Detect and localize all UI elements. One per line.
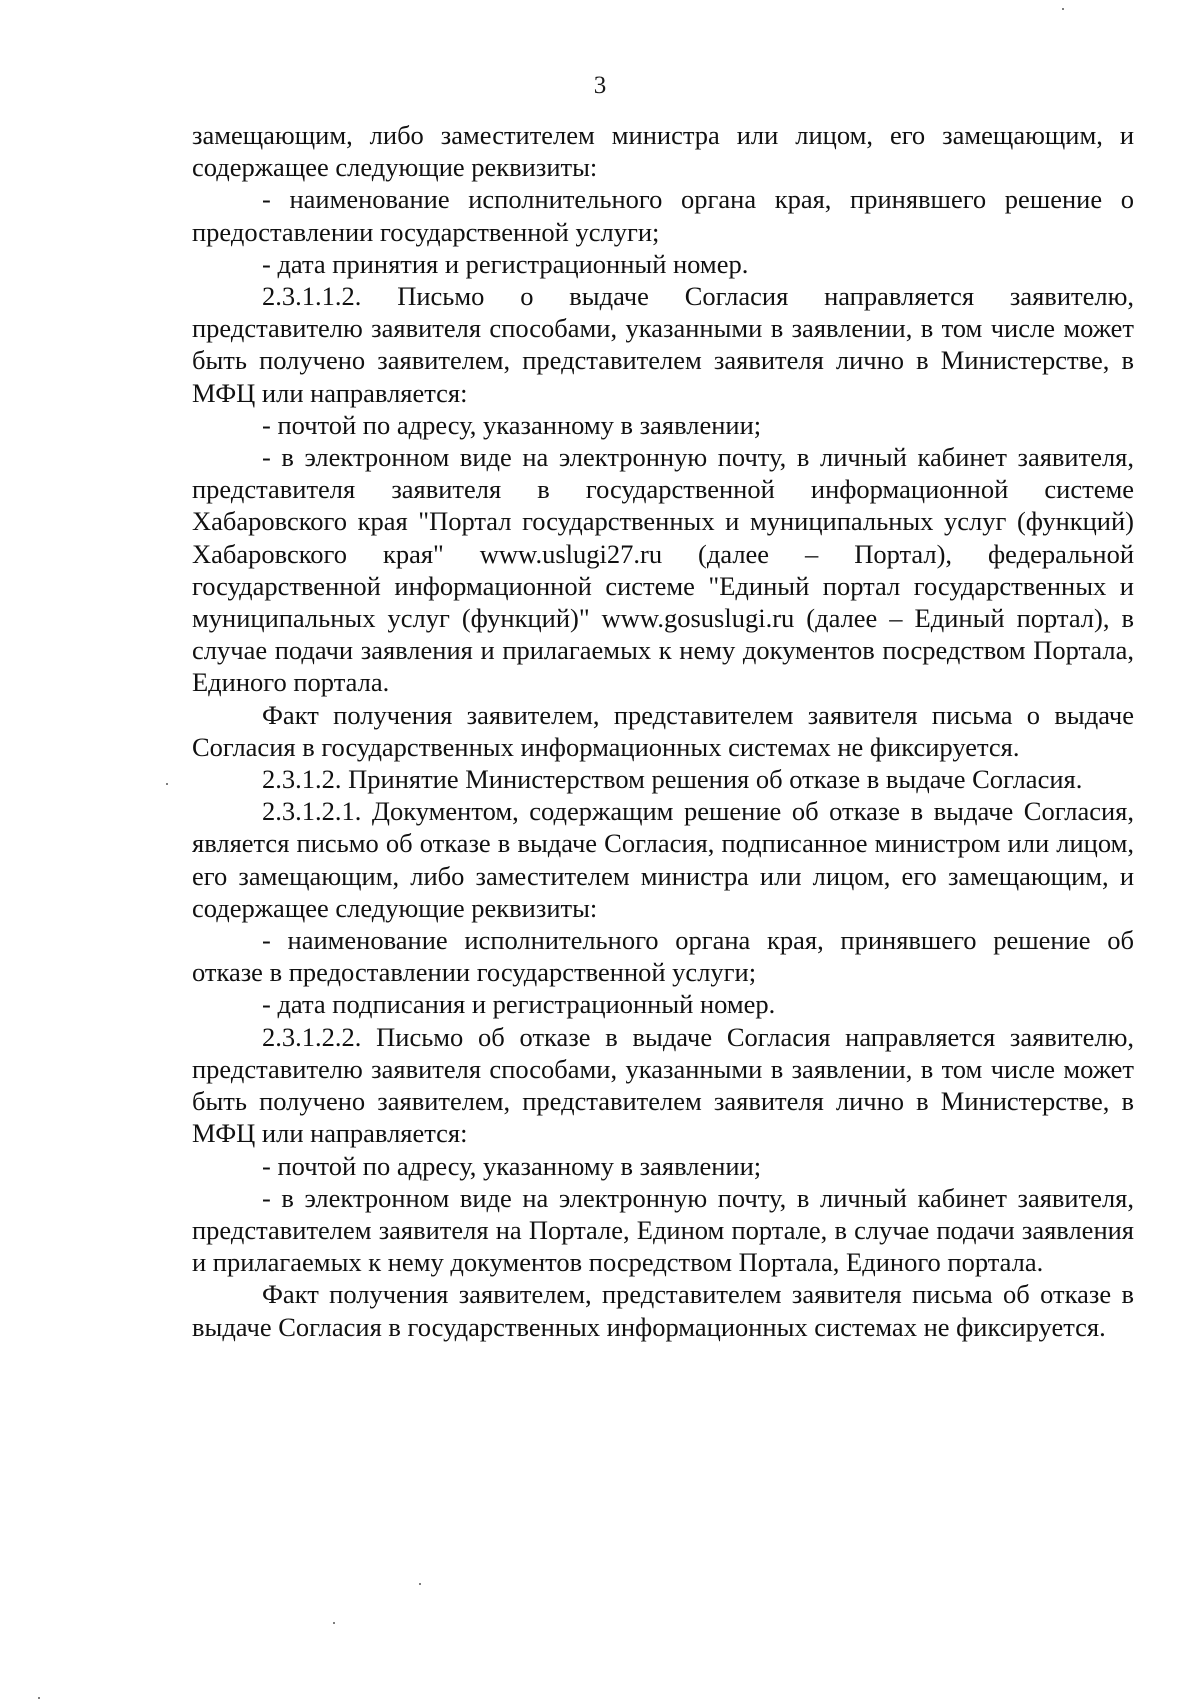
paragraph-2: - наименование исполнительного органа края, принявшего решение о предоставлении государственной услуги; (192, 184, 1134, 247)
paragraph-10: - наименование исполнительного органа края, принявшего решение об отказе в предоставлении государственной услуги; (192, 925, 1134, 988)
scan-speck (419, 1583, 421, 1585)
paragraph-11: - дата подписания и регистрационный номер. (262, 989, 776, 1020)
scan-speck (38, 1697, 40, 1699)
paragraph-3: - дата принятия и регистрационный номер. (262, 248, 749, 279)
scan-speck (333, 1622, 335, 1624)
paragraph-9: 2.3.1.2.1. Документом, содержащим решение об отказе в выдаче Согласия, является письмо об отказе в выдаче Согласия, подписанное министром или лицом, его замещающим, либо заместителем министра или лицом, его замещающим, и содержащее следующие реквизиты: (192, 796, 1134, 923)
paragraph-14: - в электронном виде на электронную почту, в личный кабинет заявителя, представителем заявителя на Портале, Едином портале, в случае подачи заявления и прилагаемых к нему документов посредством Портала, Единого портала. (192, 1182, 1134, 1278)
paragraph-12: 2.3.1.2.2. Письмо об отказе в выдаче Согласия направляется заявителю, представителю заявителя способами, указанными в заявлении, в том числе может быть получено заявителем, представителем заявителя лично в Министерстве, в МФЦ или направляется: (192, 1021, 1134, 1149)
scan-speck (1062, 8, 1064, 10)
paragraph-15: Факт получения заявителем, представителем заявителя письма об отказе в выдаче Согласия в государственных информационных системах не фиксируется. (192, 1279, 1134, 1342)
paragraph-13: - почтой по адресу, указанному в заявлении; (262, 1150, 762, 1181)
paragraph-1: замещающим, либо заместителем министра или лицом, его замещающим, и содержащее следующие реквизиты: (192, 120, 1134, 183)
scan-speck (166, 783, 168, 785)
paragraph-4: 2.3.1.1.2. Письмо о выдаче Согласия направляется заявителю, представителю заявителя способами, указанными в заявлении, в том числе может быть получено заявителем, представителем заявителя лично в Министерстве, в МФЦ или направляется: (192, 281, 1134, 408)
page-number: 3 (593, 72, 607, 99)
paragraph-8: 2.3.1.2. Принятие Министерством решения об отказе в выдаче Согласия. (262, 764, 1083, 795)
paragraph-6: - в электронном виде на электронную почту, в личный кабинет заявителя, представителя заявителя в государственной информационной системе Хабаровского края "Портал государственных и муниципальных услуг (функций) Хабаровского края" www.uslugi27.ru (далее – Портал), федеральной государственной информационной системе "Единый портал государственных и муниципальных услуг (функций)" www.gosuslugi.ru (далее – Единый портал), в случае подачи заявления и прилагаемых к нему документов посредством Портала, Единого портала. (192, 442, 1134, 698)
paragraph-7: Факт получения заявителем, представителем заявителя письма о выдаче Согласия в государственных информационных системах не фиксируется. (192, 699, 1134, 762)
paragraph-5: - почтой по адресу, указанному в заявлении; (262, 409, 762, 440)
document-body (192, 119, 1134, 1343)
